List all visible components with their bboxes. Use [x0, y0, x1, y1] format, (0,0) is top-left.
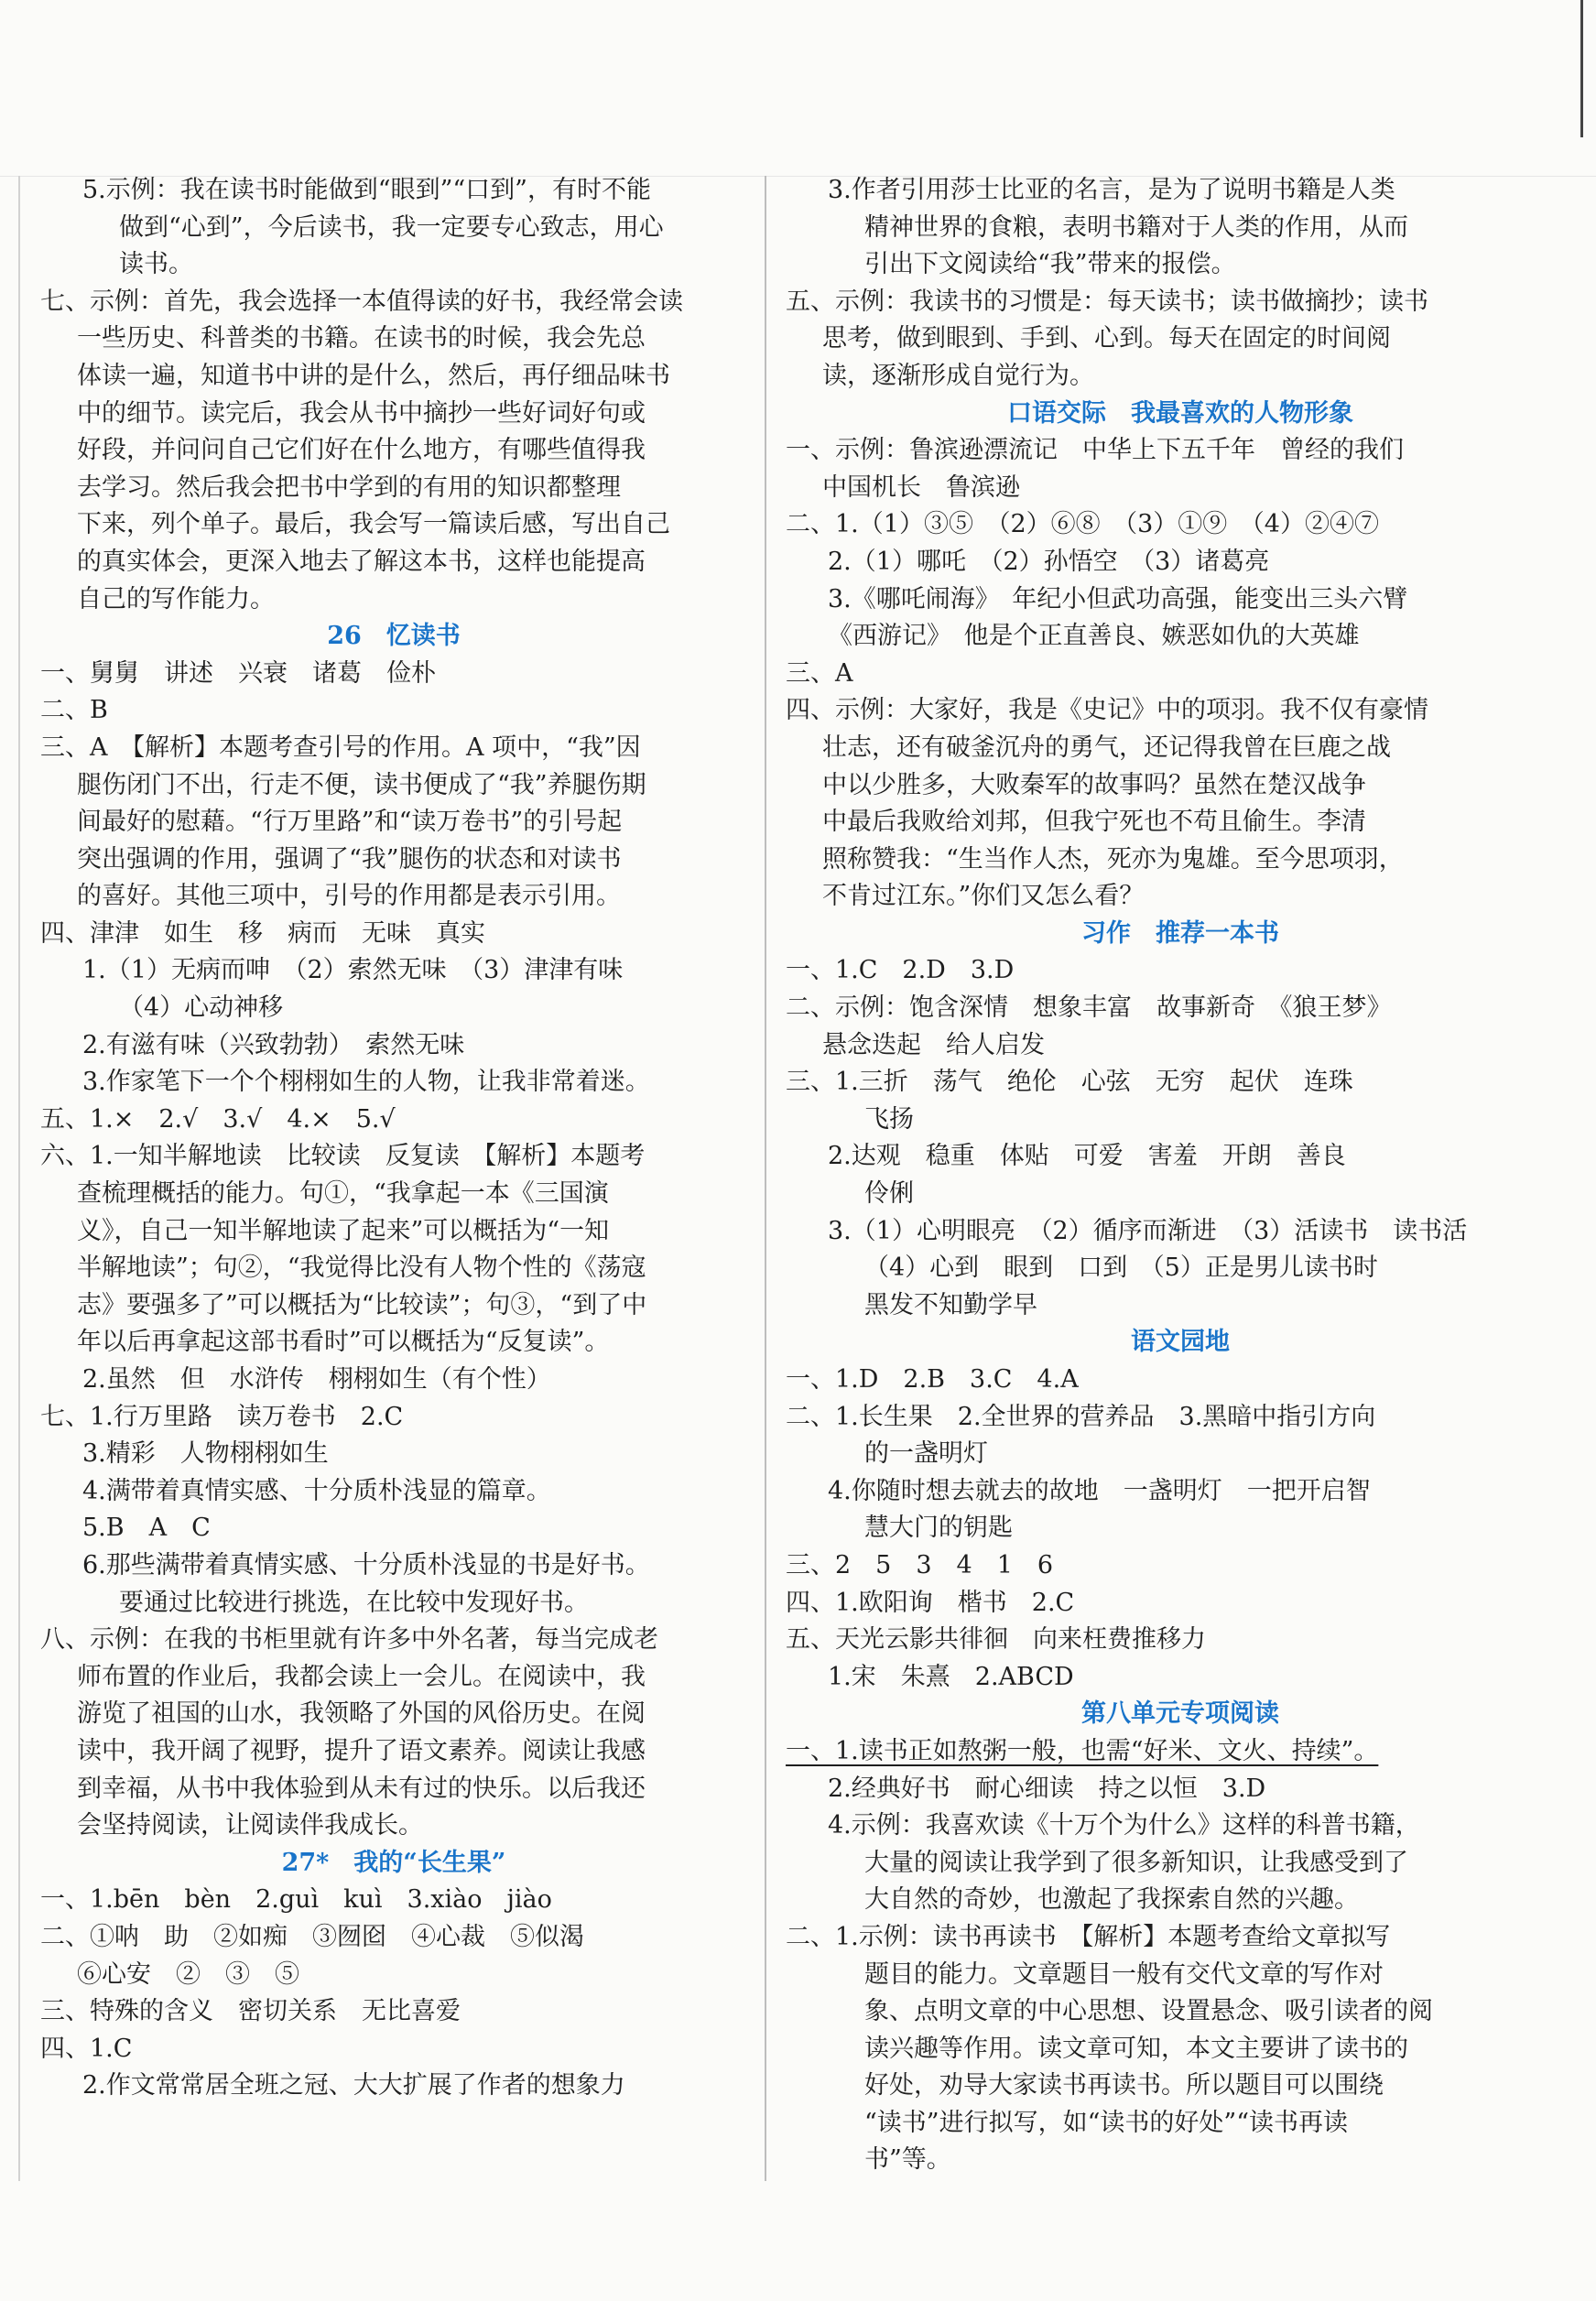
answer-line: 三、特殊的含义 密切关系 无比喜爱	[40, 1997, 461, 2026]
answer-line: 三、1.三折 荡气 绝伦 心弦 无穷 起伏 连珠	[786, 1068, 1353, 1097]
answer-line: 下来，列个单子。最后，我会写一篇读后感，写出自己	[77, 510, 670, 539]
answer-line: 思考，做到眼到、手到、心到。每天在固定的时间阅	[822, 324, 1391, 353]
answer-line: 突出强调的作用，强调了“我”腿伤的状态和对读书	[77, 844, 622, 874]
answer-line: 会坚持阅读，让阅读伴我成长。	[77, 1811, 423, 1840]
answer-line: 中以少胜多，大败秦军的故事吗？虽然在楚汉战争	[822, 770, 1366, 799]
answer-line: 要通过比较进行挑选，在比较中发现好书。	[119, 1588, 589, 1617]
answer-line: 一、舅舅 讲述 兴衰 诸葛 俭朴	[40, 658, 436, 688]
answer-line: 飞扬	[864, 1104, 914, 1134]
answer-line: 伶俐	[864, 1179, 914, 1209]
answer-line: 好段，并问问自己它们好在什么地方，有哪些值得我	[77, 436, 646, 465]
answer-line: 的喜好。其他三项中，引号的作用都是表示引用。	[77, 882, 621, 911]
column-divider	[765, 176, 766, 2181]
answer-line: 五、天光云影共徘徊 向来枉费推移力	[786, 1625, 1206, 1655]
answer-line: 二、B	[40, 696, 108, 725]
answer-line: 中最后我败给刘邦，但我宁死也不苟且偷生。李清	[822, 808, 1366, 837]
answer-line: 八、示例：在我的书柜里就有许多中外名著，每当完成老	[40, 1625, 658, 1655]
answer-line: 读兴趣等作用。读文章可知，本文主要讲了读书的	[864, 2034, 1408, 2063]
answer-line: 三、2 5 3 4 1 6	[786, 1550, 1054, 1579]
answer-line: 2.有滋有味（兴致勃勃） 索然无味	[82, 1030, 465, 1059]
answer-line: （4）心动神移	[119, 993, 284, 1023]
answer-line: 体读一遍，知道书中讲的是什么，然后，再仔细品味书	[77, 361, 670, 390]
left-margin-line	[18, 176, 20, 2181]
answer-line: 一些历史、科普类的书籍。在读书的时候，我会先总	[77, 324, 646, 353]
answer-line: 2.虽然 但 水浒传 栩栩如生（有个性）	[82, 1365, 551, 1394]
answer-line: 的真实体会，更深入地去了解这本书，这样也能提高	[77, 547, 646, 576]
answer-line: 慧大门的钥匙	[864, 1514, 1013, 1543]
answer-line: 游览了祖国的山水，我领略了外国的风俗历史。在阅	[77, 1699, 646, 1729]
section-title: 语文园地	[1131, 1328, 1230, 1357]
answer-line: 2.作文常常居全班之冠、大大扩展了作者的想象力	[82, 2071, 625, 2100]
answer-line: 4.满带着真情实感、十分质朴浅显的篇章。	[82, 1476, 551, 1505]
answer-line: 不肯过江东。”你们又怎么看？	[822, 882, 1145, 911]
answer-line: 一、1.bēn bèn 2.guì kuì 3.xiào jiào	[40, 1885, 552, 1915]
answer-line: 义》，自己一知半解地读了起来”可以概括为“一知	[77, 1216, 610, 1245]
answer-line: 2.（1）哪吒 （2）孙悟空 （3）诸葛亮	[828, 547, 1270, 576]
answer-line: 七、1.行万里路 读万卷书 2.C	[40, 1402, 404, 1431]
answer-line: 读中，我开阔了视野，提升了语文素养。阅读让我感	[77, 1736, 646, 1765]
answer-line: 3.《哪吒闹海》 年纪小但武功高强，能变出三头六臂	[828, 584, 1408, 613]
answer-line: 一、1.D 2.B 3.C 4.A	[786, 1365, 1079, 1394]
answer-line: 四、津津 如生 移 病而 无味 真实	[40, 918, 485, 948]
answer-line: 5.B A C	[82, 1514, 211, 1543]
answer-line: 到幸福，从书中我体验到从未有过的快乐。以后我还	[77, 1774, 646, 1803]
answer-line: 二、1.长生果 2.全世界的营养品 3.黑暗中指引方向	[786, 1402, 1376, 1431]
section-title: 口语交际 我最喜欢的人物形象	[1007, 398, 1353, 428]
answer-line: 自己的写作能力。	[77, 584, 275, 613]
answer-line: 1.（1）无病而呻 （2）索然无味 （3）津津有味	[82, 956, 624, 985]
answer-line: 中国机长 鲁滨逊	[822, 472, 1020, 502]
answer-line: 二、①呐 助 ②如痴 ③囫囵 ④心裁 ⑤似渴	[40, 1922, 584, 1951]
answer-line: 题目的能力。文章题目一般有交代文章的写作对	[864, 1959, 1384, 1989]
answer-line: 4.你随时想去就去的故地 一盏明灯 一把开启智	[828, 1476, 1371, 1505]
answer-line: 照称赞我：“生当作人杰，死亦为鬼雄。至今思项羽，	[822, 844, 1404, 874]
answer-line: 一、示例：鲁滨逊漂流记 中华上下五千年 曾经的我们	[786, 436, 1404, 465]
left-column	[40, 172, 747, 2105]
answer-line: 一、1.读书正如熬粥一般，也需“好米、文火、持续”。	[786, 1736, 1379, 1765]
answer-line: “读书”进行拟写，如“读书的好处”“读书再读	[864, 2108, 1349, 2137]
answer-line: 2.达观 稳重 体贴 可爱 害羞 开朗 善良	[828, 1142, 1346, 1171]
answer-line: 大量的阅读让我学到了很多新知识，让我感受到了	[864, 1848, 1408, 1877]
answer-line: 间最好的慰藉。“行万里路”和“读万卷书”的引号起	[77, 808, 623, 837]
answer-line: 四、1.C	[40, 2034, 133, 2063]
answer-line: 五、1.× 2.√ 3.√ 4.× 5.√	[40, 1104, 396, 1134]
answer-line: 3.作家笔下一个个栩栩如生的人物，让我非常着迷。	[82, 1068, 650, 1097]
answer-line: 做到“心到”，今后读书，我一定要专心致志，用心	[119, 212, 664, 242]
answer-line: 2.经典好书 耐心细读 持之以恒 3.D	[828, 1774, 1266, 1803]
answer-line: 读书。	[119, 250, 193, 279]
answer-line: 的一盏明灯	[864, 1439, 988, 1469]
answer-line: 引出下文阅读给“我”带来的报偿。	[864, 250, 1236, 279]
answer-line: 好处，劝导大家读书再读书。所以题目可以围绕	[864, 2071, 1384, 2100]
answer-line: 腿伤闭门不出，行走不便，读书便成了“我”养腿伤期	[77, 770, 646, 799]
answer-line: 六、1.一知半解地读 比较读 反复读 【解析】本题考	[40, 1142, 646, 1171]
answer-line: 4.示例：我喜欢读《十万个为什么》这样的科普书籍，	[828, 1811, 1420, 1840]
right-column	[786, 172, 1575, 2179]
answer-line: 壮志，还有破釜沉舟的勇气，还记得我曾在巨鹿之战	[822, 733, 1391, 762]
section-title: 第八单元专项阅读	[1081, 1699, 1279, 1729]
answer-line: 五、示例：我读书的习惯是：每天读书；读书做摘抄；读书	[786, 287, 1428, 316]
answer-line: 象、点明文章的中心思想、设置悬念、吸引读者的阅	[864, 1997, 1433, 2026]
answer-line: 1.宋 朱熹 2.ABCD	[828, 1662, 1074, 1691]
answer-line: 四、1.欧阳询 楷书 2.C	[786, 1588, 1075, 1617]
answer-line: 二、1.示例：读书再读书 【解析】本题考查给文章拟写	[786, 1922, 1391, 1951]
answer-line: （4）心到 眼到 口到 （5）正是男儿读书时	[864, 1254, 1378, 1283]
answer-line: 查梳理概括的能力。句①，“我拿起一本《三国演	[77, 1179, 609, 1209]
answer-line: 《西游记》 他是个正直善良、嫉恶如仇的大英雄	[828, 622, 1360, 651]
answer-line: 3.（1）心明眼亮 （2）循序而渐进 （3）活读书 读书活	[828, 1216, 1468, 1245]
answer-line: ⑥心安 ② ③ ⑤	[77, 1959, 299, 1989]
answer-line: 3.作者引用莎士比亚的名言，是为了说明书籍是人类	[828, 176, 1395, 204]
answer-line: 读，逐渐形成自觉行为。	[822, 361, 1094, 390]
answer-line: 半解地读”；句②，“我觉得比没有人物个性的《荡寇	[77, 1254, 646, 1283]
answer-line: 二、示例：饱含深情 想象丰富 故事新奇 《狼王梦》	[786, 993, 1392, 1023]
section-title: 习作 推荐一本书	[1081, 918, 1279, 948]
answer-line: 一、1.C 2.D 3.D	[786, 956, 1015, 985]
answer-line: 三、A 【解析】本题考查引号的作用。A 项中，“我”因	[40, 733, 641, 762]
answer-line: 志》要强多了”可以概括为“比较读”；句③，“到了中	[77, 1290, 647, 1319]
section-title: 26 忆读书	[327, 622, 461, 651]
answer-line: 七、示例：首先，我会选择一本值得读的好书，我经常会读	[40, 287, 683, 316]
answer-line: 三、A	[786, 658, 853, 688]
answer-line: 二、1.（1）③⑤ （2）⑥⑧ （3）①⑨ （4）②④⑦	[786, 510, 1379, 539]
section-title: 27* 我的“长生果”	[281, 1848, 506, 1877]
answer-line: 书”等。	[864, 2145, 951, 2175]
answer-line: 6.那些满带着真情实感、十分质朴浅显的书是好书。	[82, 1550, 650, 1579]
answer-line: 3.精彩 人物栩栩如生	[82, 1439, 329, 1469]
answer-line: 大自然的奇妙，也激起了我探索自然的兴趣。	[864, 1885, 1359, 1915]
answer-line: 四、示例：大家好，我是《史记》中的项羽。我不仅有豪情	[786, 696, 1428, 725]
answer-line: 年以后再拿起这部书看时”可以概括为“反复读”。	[77, 1328, 610, 1357]
answer-line: 师布置的作业后，我都会读上一会儿。在阅读中，我	[77, 1662, 646, 1691]
answer-line: 中的细节。读完后，我会从书中摘抄一些好词好句或	[77, 398, 646, 428]
answer-line: 5.示例：我在读书时能做到“眼到”“口到”，有时不能	[82, 176, 651, 204]
answer-line: 黑发不知勤学早	[864, 1290, 1037, 1319]
page-edge-mark	[1580, 0, 1583, 137]
answer-line: 悬念迭起 给人启发	[822, 1030, 1045, 1059]
answer-line: 去学习。然后我会把书中学到的有用的知识都整理	[77, 472, 621, 502]
answer-line: 精神世界的食粮，表明书籍对于人类的作用，从而	[864, 212, 1408, 242]
